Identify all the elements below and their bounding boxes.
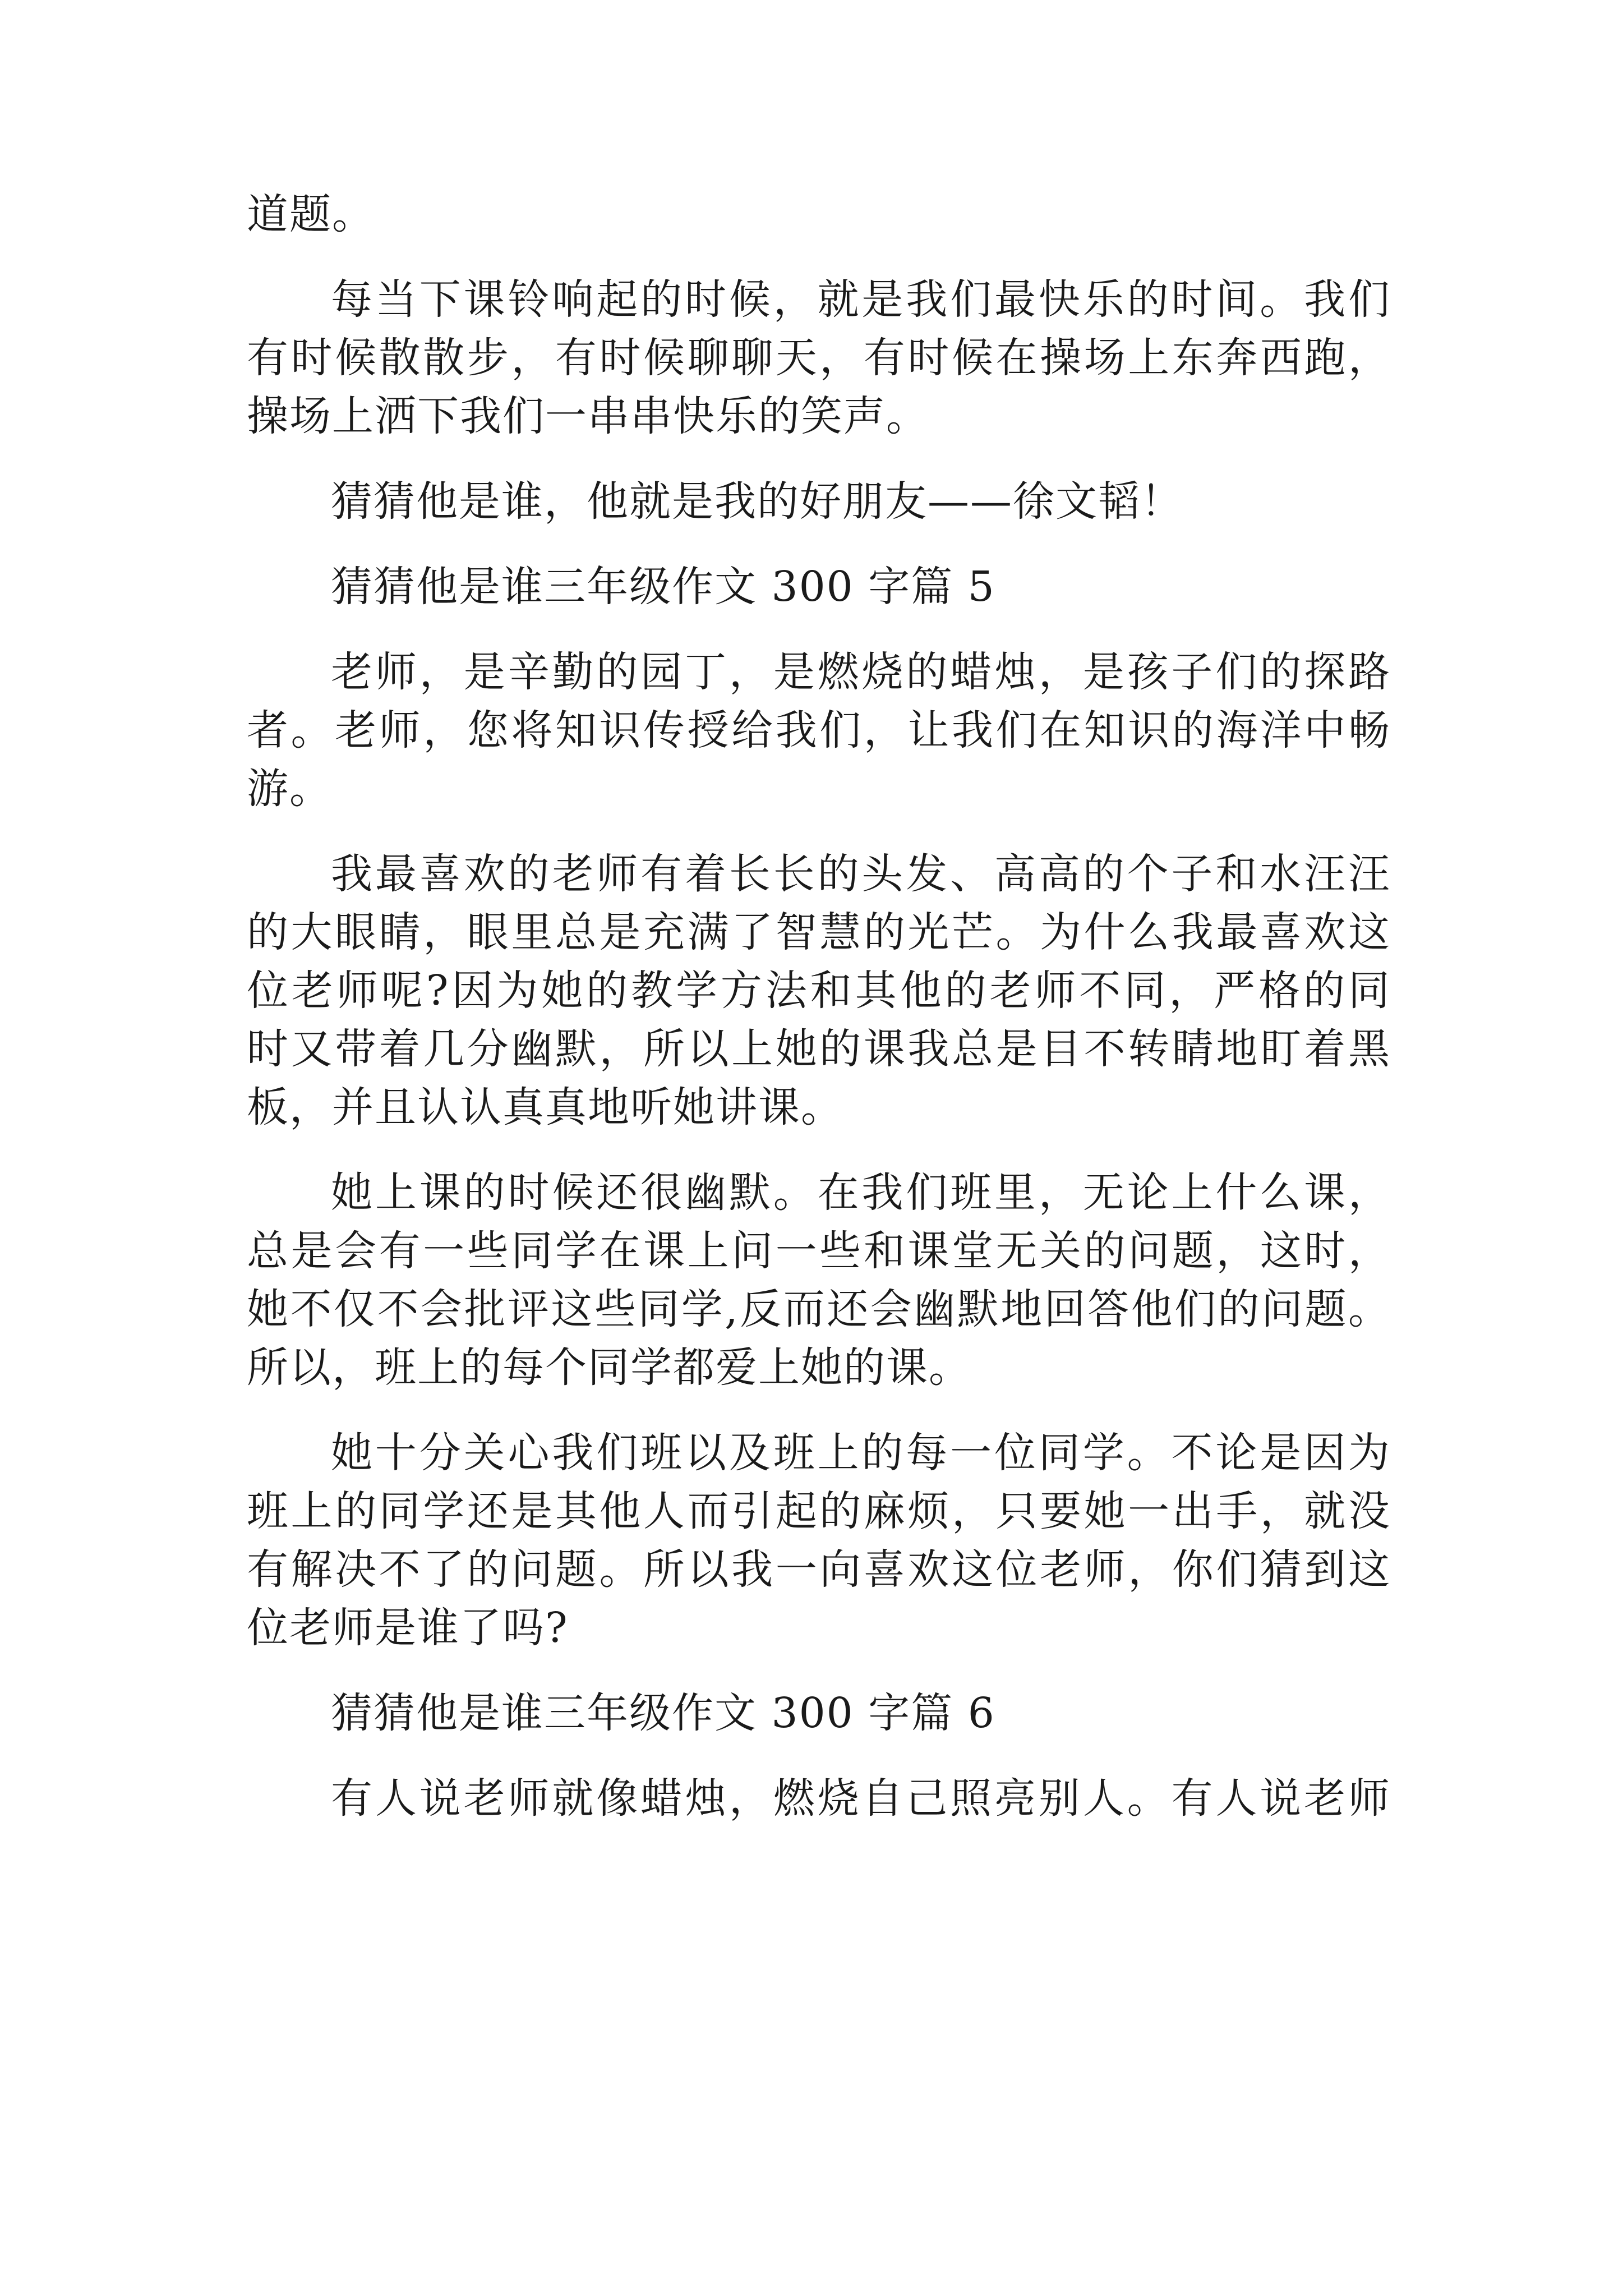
document-body — [247, 185, 1391, 1828]
text-line: 板，并且认认真真地听她讲课。 — [247, 1083, 843, 1131]
line-gap — [247, 531, 1391, 558]
text-line: 班上的同学还是其他人而引起的麻烦，只要她一出手，就没 — [247, 1487, 1391, 1535]
text-line: 者。老师，您将知识传授给我们，让我们在知识的海洋中畅 — [247, 706, 1391, 754]
text-line: 所以，班上的每个同学都爱上她的课。 — [247, 1343, 971, 1392]
text-line: 有解决不了的问题。所以我一向喜欢这位老师，你们猜到这 — [247, 1545, 1391, 1594]
text-line: 位老师是谁了吗? — [247, 1604, 569, 1652]
text-line: 我最喜欢的老师有着长长的头发、高高的个子和水汪汪 — [331, 850, 1391, 898]
text-line: 道题。 — [247, 190, 375, 238]
text-line: 猜猜他是谁三年级作文 300 字篇 6 — [331, 1689, 995, 1737]
text-line: 总是会有一些同学在课上问一些和课堂无关的问题，这时， — [247, 1227, 1391, 1275]
text-line: 她不仅不会批评这些同学,反而还会幽默地回答他们的问题。 — [247, 1285, 1391, 1333]
text-line: 的大眼睛，眼里总是充满了智慧的光芒。为什么我最喜欢这 — [247, 908, 1391, 956]
line-gap — [247, 1657, 1391, 1684]
line-gap — [247, 1137, 1391, 1163]
text-line: 时又带着几分幽默，所以上她的课我总是目不转睛地盯着黑 — [247, 1025, 1391, 1073]
line-gap — [247, 243, 1391, 270]
line-gap — [247, 818, 1391, 845]
text-line: 猜猜他是谁，他就是我的好朋友——徐文韬！ — [331, 477, 1183, 526]
text-line: 位老师呢?因为她的教学方法和其他的老师不同，严格的同 — [247, 967, 1391, 1015]
text-line: 每当下课铃响起的时候，就是我们最快乐的时间。我们 — [331, 275, 1391, 324]
text-line: 有人说老师就像蜡烛，燃烧自己照亮别人。有人说老师 — [331, 1774, 1391, 1823]
line-gap — [247, 616, 1391, 643]
text-line: 老师，是辛勤的园丁，是燃烧的蜡烛，是孩子们的探路 — [331, 648, 1391, 696]
line-gap — [247, 445, 1391, 472]
text-line: 猜猜他是谁三年级作文 300 字篇 5 — [331, 563, 995, 611]
line-gap — [247, 1742, 1391, 1769]
text-line: 游。 — [247, 765, 332, 813]
text-line: 她十分关心我们班以及班上的每一位同学。不论是因为 — [331, 1429, 1391, 1477]
text-line: 她上课的时候还很幽默。在我们班里，无论上什么课， — [331, 1168, 1391, 1217]
text-line: 操场上洒下我们一串串快乐的笑声。 — [247, 392, 929, 440]
text-line: 有时候散散步，有时候聊聊天，有时候在操场上东奔西跑， — [247, 334, 1391, 382]
line-gap — [247, 1397, 1391, 1424]
